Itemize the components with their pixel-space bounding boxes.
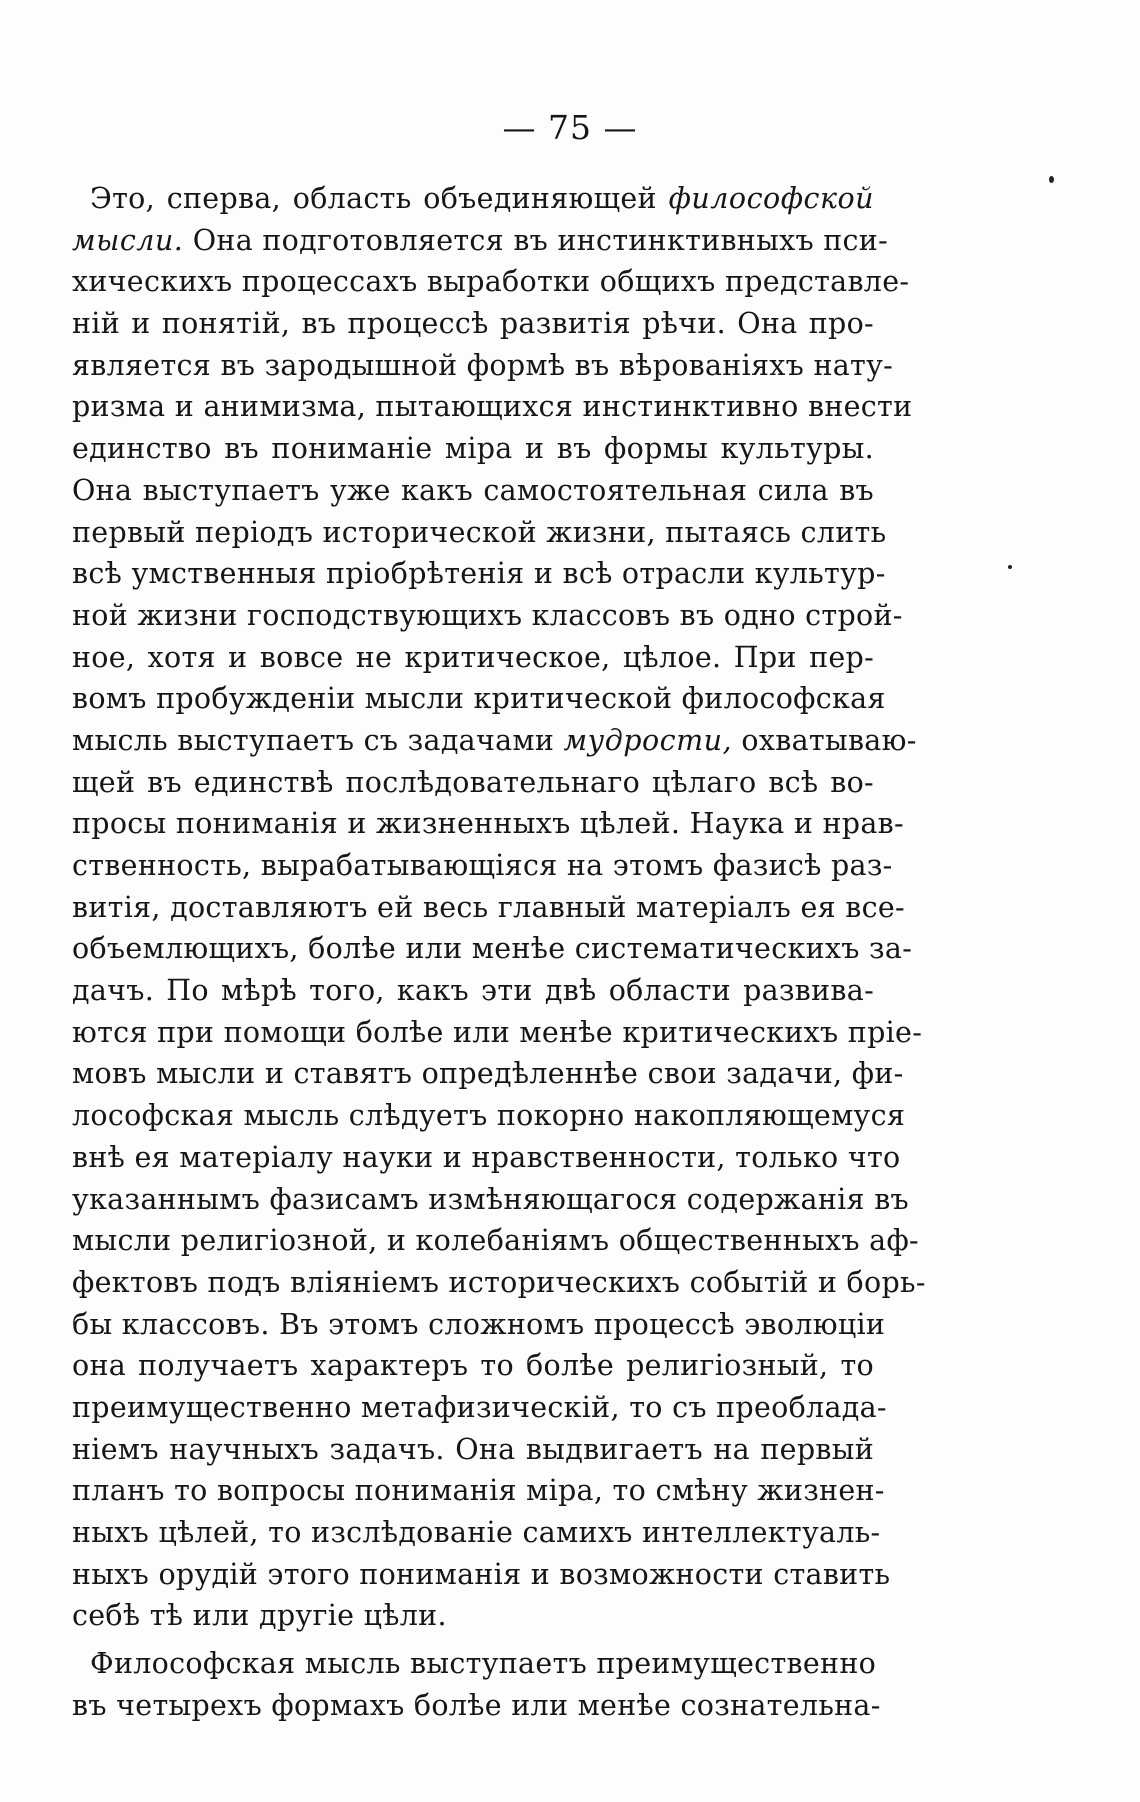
print-speck — [1049, 176, 1054, 183]
text-run: первый періодъ исторической жизни, пытаясь слить — [72, 515, 887, 549]
text-run: Она подготовляется въ инстинктивныхъ пси- — [183, 223, 889, 257]
text-line — [72, 1220, 919, 1262]
text-run: ныхъ орудій этого пониманія и возможности ставить — [72, 1557, 891, 1591]
text-run: хическихъ процессахъ выработки общихъ представле- — [72, 265, 910, 299]
text-run: фектовъ подъ вліяніемъ историческихъ событій и борь- — [72, 1265, 926, 1299]
text-run: преимущественно метафизическій, то съ преоблада- — [72, 1390, 887, 1424]
text-run: Это, сперва, область объединяющей — [90, 182, 669, 215]
text-run: ной жизни господствующихъ классовъ въ одно строй- — [72, 598, 903, 632]
text-line — [72, 303, 874, 345]
text-line — [72, 678, 886, 720]
text-run: всѣ умственныя пріобрѣтенія и всѣ отрасли культур- — [72, 557, 886, 591]
text-line — [72, 637, 874, 679]
text-run: является въ зародышной формѣ въ вѣрованіяхъ нату- — [72, 348, 894, 382]
text-line — [72, 1512, 881, 1554]
text-line — [72, 220, 889, 262]
text-run: просы пониманія и жизненныхъ цѣлей. Наука и нрав- — [72, 807, 904, 841]
text-line — [72, 512, 887, 554]
text-run: ются при помощи болѣе или менѣе критическихъ прiе- — [72, 1015, 923, 1049]
text-line — [72, 1012, 923, 1054]
text-line — [72, 1685, 881, 1727]
text-run: планъ то вопросы пониманія міра, то смѣну жизнен- — [72, 1474, 885, 1508]
text-line — [72, 845, 893, 887]
text-run: дачъ. По мѣрѣ того, какъ эти двѣ области развива- — [72, 974, 874, 1008]
page-number: — 75 — — [502, 108, 638, 147]
text-run: лософская мысль слѣдуетъ покорно накопляющемуся — [72, 1099, 906, 1133]
text-run: ніемъ научныхъ задачъ. Она выдвигаетъ на первый — [72, 1432, 874, 1466]
text-line — [72, 1137, 901, 1179]
text-line — [72, 803, 904, 845]
text-line — [72, 1304, 886, 1346]
text-line — [72, 1554, 891, 1596]
text-run: мысли религіозной, и колебаніямъ общественныхъ аф- — [72, 1224, 919, 1258]
text-line — [72, 428, 874, 470]
text-line — [72, 386, 913, 428]
text-run: въ четырехъ формахъ болѣе или менѣе сознательна- — [72, 1688, 881, 1722]
text-line — [72, 1429, 874, 1471]
text-line — [72, 553, 886, 595]
text-run: бы классовъ. Въ этомъ сложномъ процессѣ эволюціи — [72, 1307, 886, 1341]
text-line — [72, 1095, 906, 1137]
text-run: Философская мысль выступаетъ преимущественно — [90, 1647, 877, 1681]
text-line — [72, 1470, 885, 1512]
text-line — [72, 1345, 874, 1387]
emphasis-run: мудрости, — [563, 723, 733, 757]
text-line — [72, 970, 874, 1012]
text-run: ственность, вырабатывающіяся на этомъ фазисѣ раз- — [72, 849, 893, 882]
text-run: она получаетъ характеръ то болѣе религіозный, то — [72, 1349, 874, 1383]
text-run: объемлющихъ, болѣе или менѣе систематическихъ за- — [72, 932, 913, 966]
text-run: Она выступаетъ уже какъ самостоятельная сила въ — [72, 473, 874, 507]
print-speck — [1008, 565, 1012, 569]
emphasis-run: мысли. — [72, 223, 184, 257]
text-run: щей въ единствѣ послѣдовательнаго цѣлаго всѣ во- — [72, 765, 874, 799]
text-line — [72, 1643, 877, 1685]
text-run: ное, хотя и вовсе не критическое, цѣлое. При пер- — [72, 640, 874, 674]
text-run: охватываю- — [732, 723, 917, 757]
text-line — [72, 470, 874, 512]
text-run: себѣ тѣ или другіе цѣли. — [72, 1599, 447, 1633]
text-run: единство въ пониманіе міра и въ формы культуры. — [72, 432, 874, 466]
text-line — [72, 1387, 887, 1429]
text-run: вомъ пробужденіи мысли критической философская — [72, 682, 886, 716]
text-run: витія, доставляютъ ей весь главный матеріалъ ея все- — [72, 890, 905, 924]
text-line — [72, 1262, 926, 1304]
text-line — [72, 595, 903, 637]
emphasis-run: философской — [668, 182, 874, 215]
text-line — [72, 720, 917, 762]
text-line — [72, 1179, 909, 1221]
text-line — [72, 762, 874, 804]
text-run: мысль выступаетъ съ задачами — [72, 723, 564, 757]
text-run: указаннымъ фазисамъ измѣняющагося содержанія въ — [72, 1182, 909, 1216]
text-line — [72, 928, 913, 970]
text-run: внѣ ея матеріалу науки и нравственности, только что — [72, 1140, 901, 1174]
text-line — [72, 178, 874, 220]
text-line — [72, 261, 910, 303]
text-line — [72, 1595, 874, 1637]
text-line — [72, 887, 905, 929]
text-run: мовъ мысли и ставятъ опредѣленнѣе свои задачи, фи- — [72, 1057, 904, 1091]
text-line — [72, 1053, 904, 1095]
text-run: ній и понятій, въ процессѣ развитія рѣчи. Она про- — [72, 307, 874, 341]
text-line — [72, 345, 894, 387]
body-text — [72, 178, 926, 1726]
text-run: ныхъ цѣлей, то изслѣдованіе самихъ интеллектуаль- — [72, 1516, 881, 1549]
text-run: ризма и анимизма, пытающихся инстинктивно внести — [72, 390, 913, 424]
